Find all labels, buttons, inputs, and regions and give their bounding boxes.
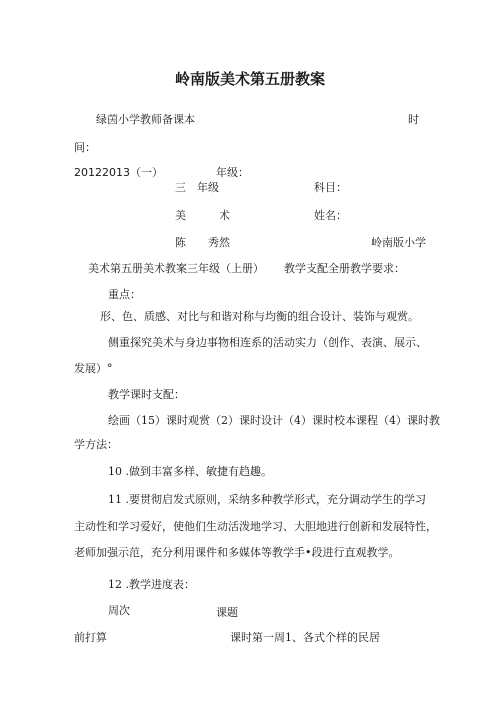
key-points-text: 形、色、质感、对比与和谐对称与均衡的组合设计、装饰与观赏。 <box>100 310 419 323</box>
hours-label: 教学课时支配： <box>108 388 185 401</box>
time-label: 时 <box>408 113 419 126</box>
book-reference: 岭南版小学 <box>371 236 426 249</box>
key-points-label: 重点： <box>108 288 141 301</box>
page-title: 岭南版美术第五册教案 <box>174 70 325 88</box>
method-item-11-line2: 主动性和学习爱好，使他们生动活泼地学习、大胆地进行创新和发展特性， <box>74 520 437 533</box>
time-label-continued: 间： <box>74 141 96 154</box>
schedule-heading: 12 .教学进度表： <box>108 578 195 591</box>
column-topic: 课题 <box>216 606 238 619</box>
subject-label: 科目： <box>314 181 347 194</box>
method-item-11: 11 .要贯彻启发式原则，采纳多种教学形式，充分调动学生的学习 <box>108 493 426 506</box>
school-name: 绿茵小学教师备课本 <box>96 113 195 126</box>
method-label: 学方法： <box>74 438 118 451</box>
requirements-heading: 教学支配全册教学要求： <box>284 262 405 275</box>
focus-text: 侧重探究美术与身边事物相连系的活动实力（创作、表演、展示、 <box>108 336 427 349</box>
plan-label: 前打算 <box>74 631 107 644</box>
focus-text-continued: 发展）° <box>74 362 113 375</box>
book-full-title: 美术第五册美术教案三年级（上册） <box>88 262 264 275</box>
school-year: 20122013（一） <box>74 166 163 179</box>
grade-value: 三 年级 <box>175 181 219 194</box>
hours-text: 绘画（15）课时观赏（2）课时设计（4）课时校本课程（4）课时教 <box>108 414 440 427</box>
name-label: 姓名： <box>314 209 347 222</box>
method-item-11-line3: 老师加强示范，充分利用课件和多媒体等教学手•段进行直观教学。 <box>74 546 400 559</box>
teacher-name: 陈 秀然 <box>175 236 230 249</box>
column-week: 周次 <box>108 604 130 617</box>
method-item-10: 10 .做到丰富多样、敏捷有趋趣。 <box>108 465 272 478</box>
grade-label: 年级： <box>216 166 249 179</box>
plan-first-row: 课时第一周1、各式个样的民居 <box>230 631 380 644</box>
subject-value: 美 术 <box>175 209 230 222</box>
